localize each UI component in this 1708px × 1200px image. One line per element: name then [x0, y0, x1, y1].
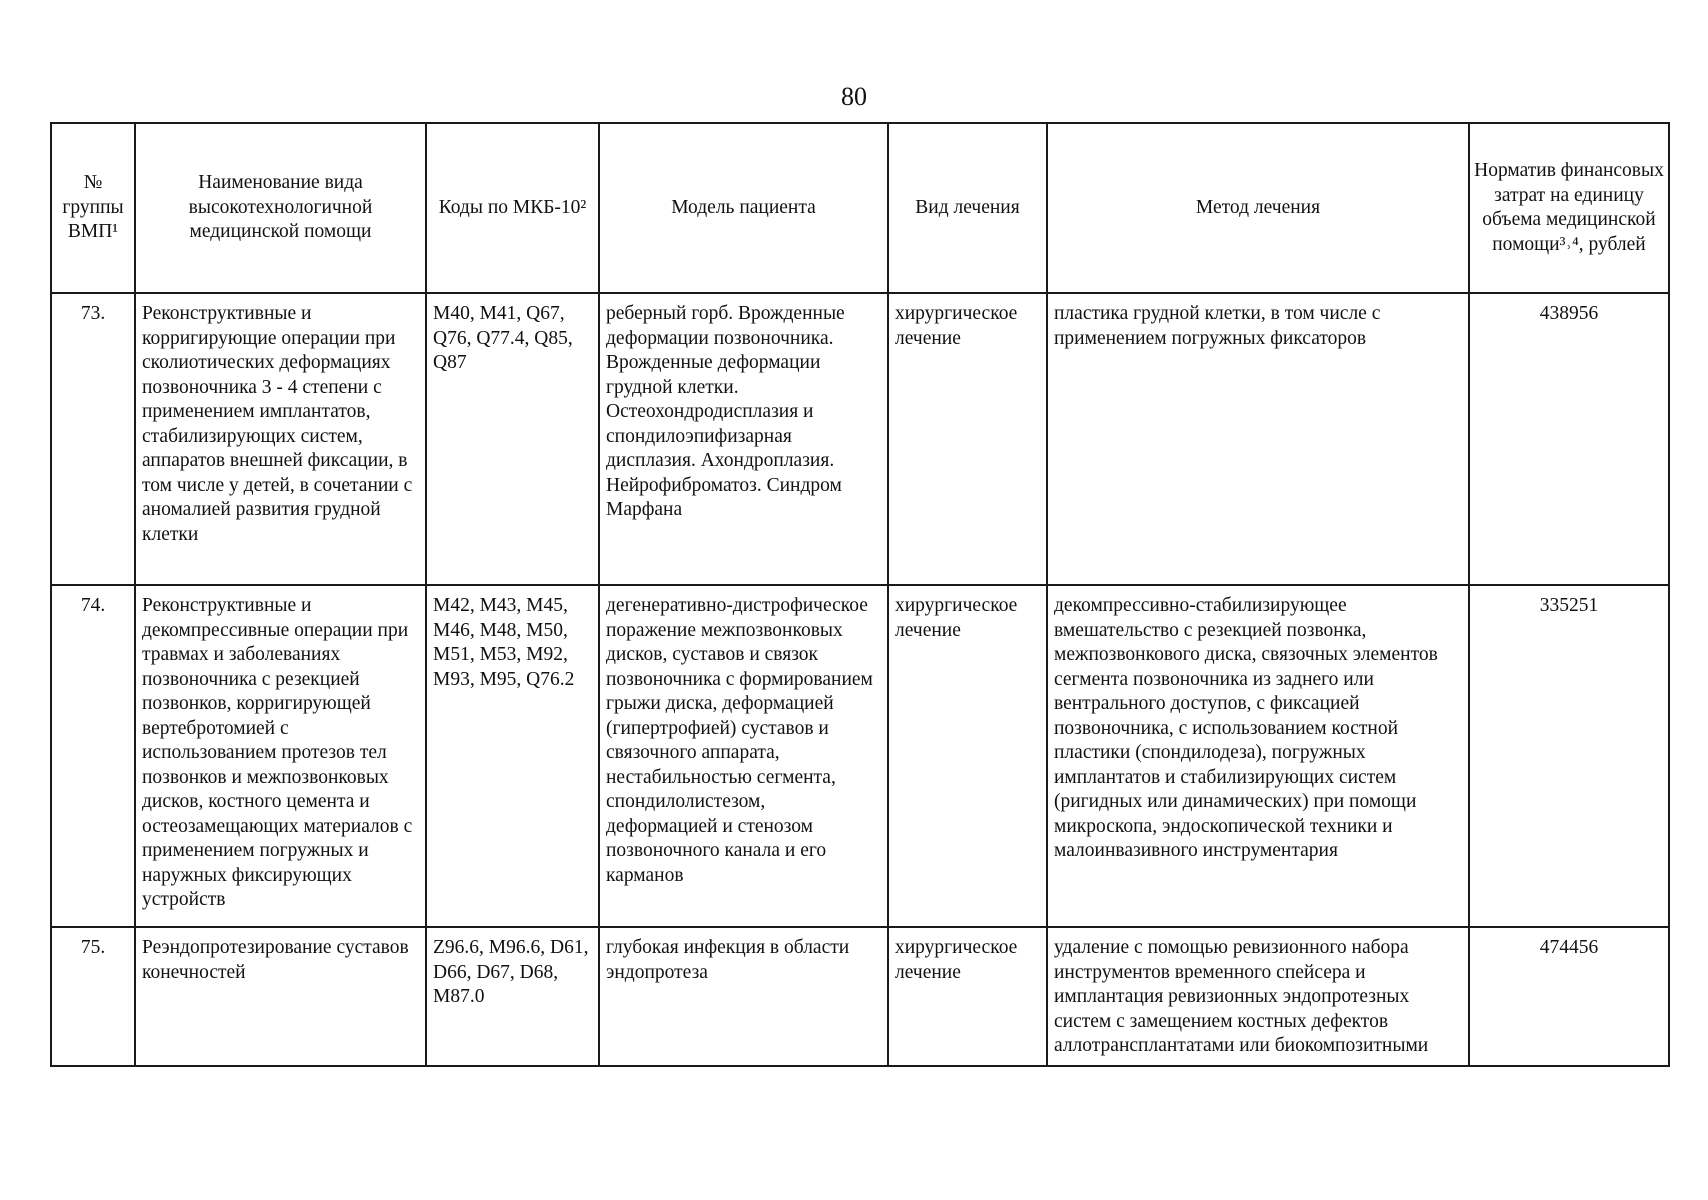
care-name-cell: Реэндопротезирование суставов конечностей: [135, 927, 426, 1066]
patient-model-cell: реберный горб. Врожденные деформации позвоночника. Врожденные деформации грудной клетки. Остеохондродисплазия и спондилоэпифизарная дисплазия. Ахондроплазия. Нейрофиброматоз. Синдром Марфана: [599, 293, 888, 585]
cost-norm-cell: 474456: [1469, 927, 1669, 1066]
header-group-number: № группы ВМП¹: [51, 123, 135, 293]
cost-norm-cell: 335251: [1469, 585, 1669, 927]
icd-codes-cell: Z96.6, M96.6, D61, D66, D67, D68, M87.0: [426, 927, 599, 1066]
header-cost-norm: Норматив финансовых затрат на единицу объема медицинской помощи³˒⁴, рублей: [1469, 123, 1669, 293]
treatment-kind-cell: хирургическое лечение: [888, 585, 1047, 927]
care-name-cell: Реконструктивные и корригирующие операции при сколиотических деформациях позвоночника 3 - 4 степени с применением имплантатов, стабилизирующих систем, аппаратов внешней фиксации, в том числе у детей, в сочетании с аномалией развития грудной клетки: [135, 293, 426, 585]
table-row: [51, 927, 1669, 1066]
cost-norm-cell: 438956: [1469, 293, 1669, 585]
patient-model-cell: глубокая инфекция в области эндопротеза: [599, 927, 888, 1066]
treatment-method-cell: декомпрессивно-стабилизирующее вмешательство с резекцией позвонка, межпозвонкового диска, связочных элементов сегмента позвоночника из заднего или вентрального доступов, с фиксацией позвоночника, с использованием костной пластики (спондилодеза), погружных имплантатов и стабилизирующих систем (ригидных или динамических) при помощи микроскопа, эндоскопической техники и малоинвазивного инструментария: [1047, 585, 1469, 927]
vmp-table: [50, 122, 1670, 1067]
treatment-method-cell: пластика грудной клетки, в том числе с применением погружных фиксаторов: [1047, 293, 1469, 585]
care-name-cell: Реконструктивные и декомпрессивные операции при травмах и заболеваниях позвоночника с резекцией позвонков, корригирующей вертебротомией с использованием протезов тел позвонков и межпозвонковых дисков, костного цемента и остеозамещающих материалов с применением погружных и наружных фиксирующих устройств: [135, 585, 426, 927]
icd-codes-cell: M42, M43, M45, M46, M48, M50, M51, M53, M92, M93, M95, Q76.2: [426, 585, 599, 927]
table-row: [51, 585, 1669, 927]
header-icd-codes: Коды по МКБ-10²: [426, 123, 599, 293]
treatment-method-cell: удаление с помощью ревизионного набора инструментов временного спейсера и имплантация ревизионных эндопротезных систем с замещением костных дефектов аллотрансплантатами или биокомпозитными: [1047, 927, 1469, 1066]
group-number-cell: 75.: [51, 927, 135, 1066]
table-header-row: [51, 123, 1669, 293]
table-row: [51, 293, 1669, 585]
treatment-kind-cell: хирургическое лечение: [888, 927, 1047, 1066]
header-treatment-method: Метод лечения: [1047, 123, 1469, 293]
header-treatment-kind: Вид лечения: [888, 123, 1047, 293]
group-number-cell: 74.: [51, 585, 135, 927]
treatment-kind-cell: хирургическое лечение: [888, 293, 1047, 585]
icd-codes-cell: M40, M41, Q67, Q76, Q77.4, Q85, Q87: [426, 293, 599, 585]
patient-model-cell: дегенеративно-дистрофическое поражение межпозвонковых дисков, суставов и связок позвоночника с формированием грыжи диска, деформацией (гипертрофией) суставов и связочного аппарата, нестабильностью сегмента, спондилолистезом, деформацией и стенозом позвоночного канала и его карманов: [599, 585, 888, 927]
header-care-name: Наименование вида высокотехнологичной медицинской помощи: [135, 123, 426, 293]
page-number: 80: [841, 82, 867, 111]
header-patient-model: Модель пациента: [599, 123, 888, 293]
group-number-cell: 73.: [51, 293, 135, 585]
